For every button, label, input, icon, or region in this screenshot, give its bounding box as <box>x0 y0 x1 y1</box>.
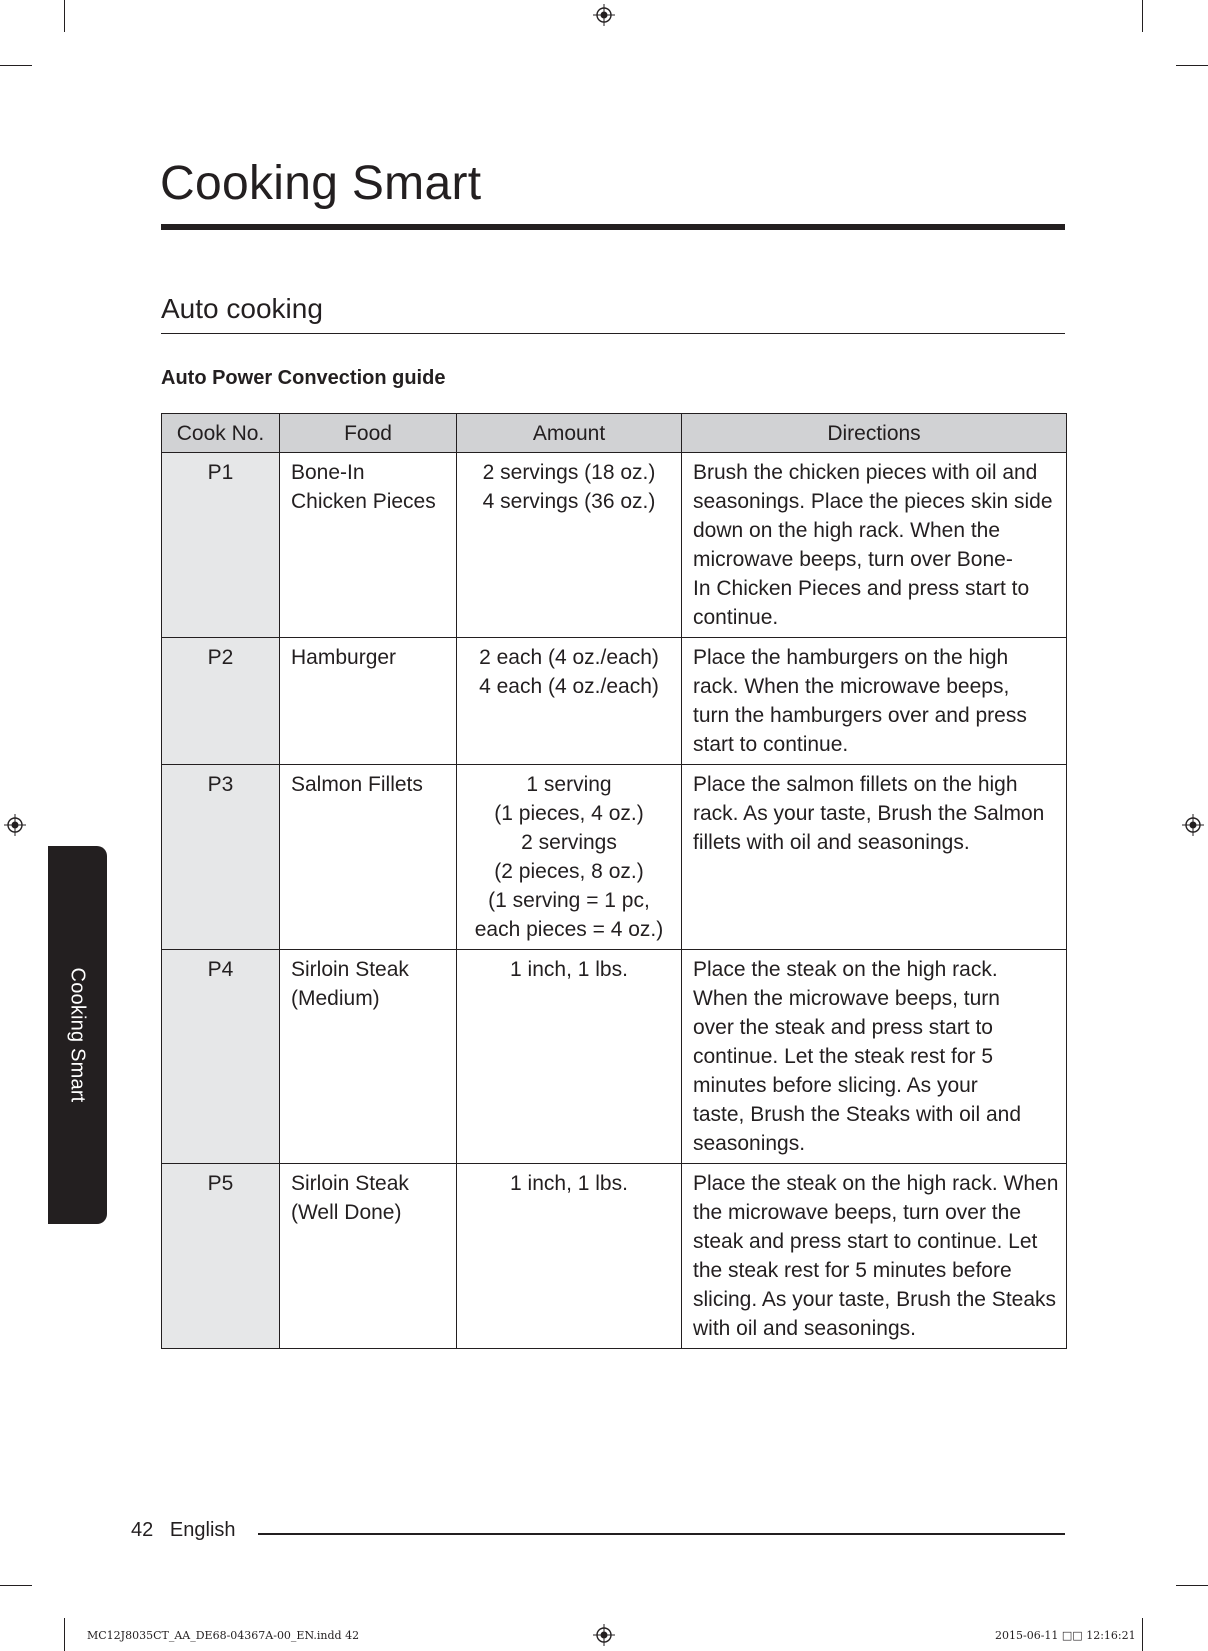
cell-food <box>280 950 457 1164</box>
crop-mark <box>0 65 32 66</box>
page-language: English <box>169 1519 236 1541</box>
food-line: Sirloin Steak <box>291 1172 409 1195</box>
directions-line: with oil and seasonings. <box>693 1317 916 1340</box>
cell-directions <box>682 453 1067 638</box>
cell-amount <box>457 950 682 1164</box>
directions-line: minutes before slicing. As your <box>693 1074 978 1097</box>
cell-amount <box>457 453 682 638</box>
table-row <box>162 1164 1067 1349</box>
directions-line: continue. Let the steak rest for 5 <box>693 1045 994 1068</box>
amount-line: 1 inch, 1 lbs. <box>510 958 628 981</box>
cell-cook-no: P3 <box>162 765 280 950</box>
directions-line: Place the salmon fillets on the high <box>693 773 1018 796</box>
directions-line: turn the hamburgers over and press <box>693 704 1027 727</box>
table-header-row <box>162 414 1067 453</box>
crop-mark <box>1142 0 1143 32</box>
directions-line: microwave beeps, turn over Bone- <box>693 548 1013 571</box>
directions-line: steak and press start to continue. Let <box>693 1230 1038 1253</box>
cell-amount <box>457 1164 682 1349</box>
cell-food <box>280 453 457 638</box>
directions-line: rack. As your taste, Brush the Salmon <box>693 802 1045 825</box>
page-title: Cooking Smart <box>160 157 482 210</box>
title-rule <box>161 224 1065 230</box>
directions-line: Place the hamburgers on the high <box>693 646 1009 669</box>
cell-food <box>280 638 457 765</box>
header-directions: Directions <box>682 414 1067 453</box>
crop-mark <box>1176 65 1208 66</box>
cell-cook-no: P2 <box>162 638 280 765</box>
directions-line: over the steak and press start to <box>693 1016 993 1039</box>
amount-line: each pieces = 4 oz.) <box>474 918 664 941</box>
cell-amount <box>457 765 682 950</box>
cell-amount <box>457 638 682 765</box>
registration-mark-icon <box>593 1624 615 1646</box>
header-amount: Amount <box>457 414 682 453</box>
footer-rule <box>258 1533 1065 1535</box>
cell-directions <box>682 638 1067 765</box>
slug-date: 2015-06-11 □□ 12:16:21 <box>995 1629 1136 1642</box>
amount-line: (1 pieces, 4 oz.) <box>494 802 644 825</box>
crop-mark <box>64 0 65 32</box>
directions-line: rack. When the microwave beeps, <box>693 675 1010 698</box>
table-body <box>162 453 1067 1349</box>
food-line: Bone-In <box>291 461 365 484</box>
crop-mark <box>0 1585 32 1586</box>
directions-line: In Chicken Pieces and press start to <box>693 577 1030 600</box>
directions-line: seasonings. <box>693 1132 806 1155</box>
section-rule <box>161 333 1065 334</box>
slug-filename: MC12J8035CT_AA_DE68-04367A-00_EN.indd 42 <box>87 1629 360 1642</box>
cell-cook-no: P5 <box>162 1164 280 1349</box>
cell-directions <box>682 950 1067 1164</box>
cell-food <box>280 765 457 950</box>
header-cook-no: Cook No. <box>162 414 280 453</box>
table-row <box>162 453 1067 638</box>
directions-line: slicing. As your taste, Brush the Steaks <box>693 1288 1057 1311</box>
header-food: Food <box>280 414 457 453</box>
directions-line: Brush the chicken pieces with oil and <box>693 461 1038 484</box>
amount-line: 1 serving <box>526 773 612 796</box>
amount-line: 4 servings (36 oz.) <box>482 490 656 513</box>
food-line: (Well Done) <box>291 1201 402 1224</box>
directions-line: Place the steak on the high rack. When <box>693 1172 1059 1195</box>
amount-line: 1 inch, 1 lbs. <box>510 1172 628 1195</box>
table-row <box>162 638 1067 765</box>
directions-line: the steak rest for 5 minutes before <box>693 1259 1012 1282</box>
auto-power-convection-table <box>161 413 1067 1349</box>
directions-line: start to continue. <box>693 733 849 756</box>
section-title: Auto cooking <box>161 293 323 324</box>
crop-mark <box>64 1618 65 1651</box>
cell-cook-no: P1 <box>162 453 280 638</box>
cell-food <box>280 1164 457 1349</box>
directions-line: down on the high rack. When the <box>693 519 1001 542</box>
food-line: (Medium) <box>291 987 380 1010</box>
directions-line: fillets with oil and seasonings. <box>693 831 970 854</box>
amount-line: (1 serving = 1 pc, <box>488 889 650 912</box>
subsection-title: Auto Power Convection guide <box>161 367 446 389</box>
amount-line: 2 each (4 oz./each) <box>479 646 659 669</box>
food-line: Chicken Pieces <box>291 490 436 513</box>
page-number: 42 <box>131 1519 154 1541</box>
table-row <box>162 950 1067 1164</box>
directions-line: continue. <box>693 606 779 629</box>
directions-line: When the microwave beeps, turn <box>693 987 1000 1010</box>
food-line: Salmon Fillets <box>291 773 423 796</box>
cell-cook-no: P4 <box>162 950 280 1164</box>
amount-line: 2 servings (18 oz.) <box>482 461 656 484</box>
footer-page-label <box>131 1519 236 1542</box>
cell-directions <box>682 765 1067 950</box>
side-tab-label: Cooking Smart <box>66 967 89 1103</box>
amount-line: 2 servings <box>521 831 617 854</box>
directions-line: taste, Brush the Steaks with oil and <box>693 1103 1022 1126</box>
amount-line: (2 pieces, 8 oz.) <box>494 860 644 883</box>
directions-line: Place the steak on the high rack. <box>693 958 998 981</box>
food-line: Sirloin Steak <box>291 958 409 981</box>
food-line: Hamburger <box>291 646 397 669</box>
registration-mark-icon <box>593 4 615 26</box>
cell-directions <box>682 1164 1067 1349</box>
crop-mark <box>1176 1585 1208 1586</box>
table-row <box>162 765 1067 950</box>
crop-mark <box>1142 1618 1143 1651</box>
registration-mark-icon <box>1182 814 1204 836</box>
directions-line: seasonings. Place the pieces skin side <box>693 490 1053 513</box>
amount-line: 4 each (4 oz./each) <box>479 675 659 698</box>
directions-line: the microwave beeps, turn over the <box>693 1201 1022 1224</box>
registration-mark-icon <box>4 814 26 836</box>
